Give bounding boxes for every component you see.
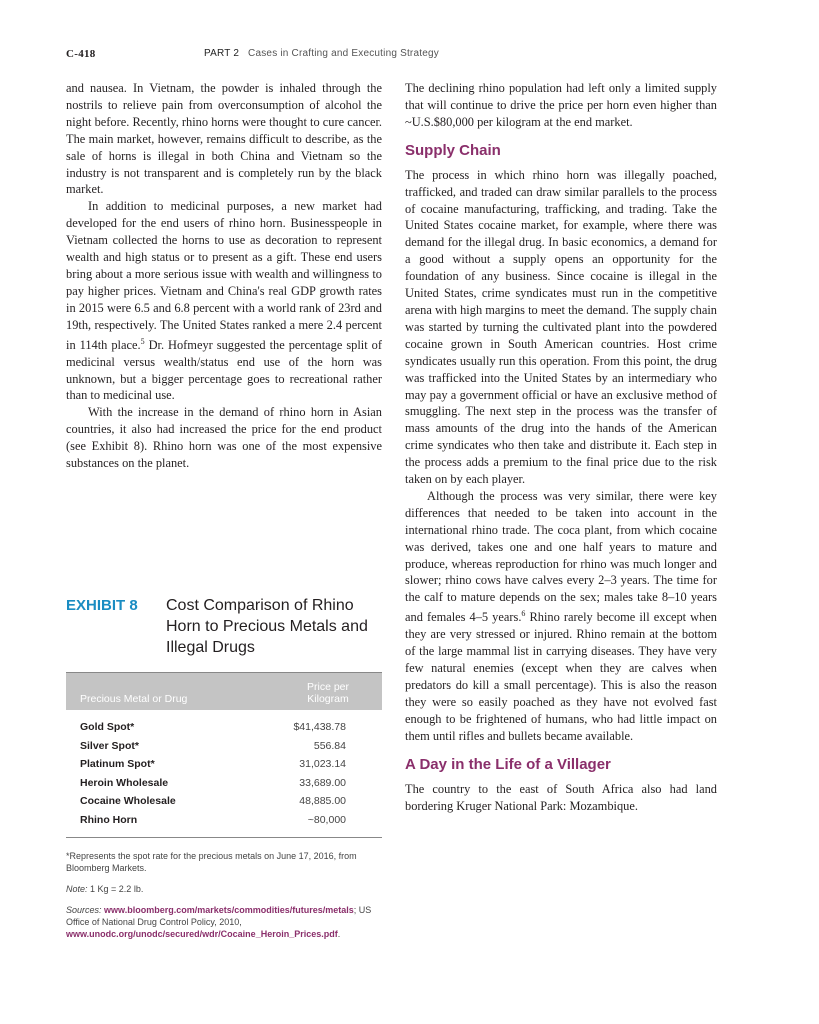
table-row (66, 737, 382, 756)
page-header (66, 48, 756, 64)
paragraph-text: Rhino rarely become ill except when they are very stressed or injured. Rhino remain at the bottom of the large mammal list in carrying diseases. They have very few natural enemies (except when they are calves when predators do kill a small percentage). This is also the reason they were so easily poached as they have not evolved fast enough to be frightened of humans, who had little impact on them until rifles and bullets became available. (405, 610, 717, 743)
row-item: Platinum Spot* (80, 758, 155, 771)
paragraph: and nausea. In Vietnam, the powder is inhaled through the nostrils to relieve pain from overconsumption of alcohol the night before. Recently, rhino horns were thought to cure cancer. The main market, however, remains difficult to describe, as the sale of horns is illegal in both China and Vietnam so the industry is not transparent and is completely run by the black market. (66, 81, 382, 197)
note-text: 1 Kg = 2.2 lb. (90, 884, 144, 894)
part-title: Cases in Crafting and Executing Strategy (248, 48, 439, 59)
price-table (66, 672, 382, 838)
paragraph: The process in which rhino horn was illegally poached, trafficked, and traded can draw similar parallels to the process of cocaine manufacturing, trafficking, and trading. Take the United States cocaine market, for example, where there was demand for the illegal drug. In basic economics, a demand for a good without a supply opens an opportunity for the foundation of any business. Since cocaine is illegal in the United States, crime syndicates must run in the competitive arena with high margins to meet the demand. The supply chain was started by turning the cultivated plant into the powdered cocaine grown in South American countries. Host crime syndicates usually run this operation. From this point, the drug was trafficked into the United States by an intermediary who may pay a government official or have an exclusive method of smuggling. The next step in the process was the transfer of mass amounts of the drug into the hands of the American crime syndicates who then take and distribute it. Each step in the process adds a premium to the final price due to the risk taken on by each player. (405, 167, 717, 487)
row-item: Cocaine Wholesale (80, 795, 176, 808)
footnote-ref: 5 (140, 336, 145, 346)
row-price: 31,023.14 (299, 758, 346, 771)
source-link[interactable]: www.bloomberg.com/markets/commodities/futures/metals (104, 905, 354, 915)
part-label: PART 2 (204, 48, 240, 59)
table-row (66, 755, 382, 774)
row-price: $41,438.78 (293, 721, 346, 734)
paragraph: With the increase in the demand of rhino horn in Asian countries, it also had increased the price for the end product (see Exhibit 8). Rhino horn was one of the most expensive substances on the planet. (66, 405, 382, 471)
paragraph: The country to the east of South Africa also had land bordering Kruger National Park: Mozambique. (405, 781, 717, 813)
exhibit-note (66, 883, 382, 895)
paragraph-text: Dr. Hofmeyr suggested the percentage split of medicinal versus wealth/status end use of the horn was unknown, but a bigger percentage goes to recreational rather than to medicinal use. (66, 337, 382, 403)
note-label: Note: (66, 884, 88, 894)
sources-end: . (337, 929, 341, 939)
exhibit-sources (66, 904, 382, 940)
table-row (66, 718, 382, 737)
sources-text: ; US Office of National Drug Control Policy, 2010, (66, 905, 372, 927)
exhibit-title (66, 595, 382, 658)
table-row (66, 792, 382, 811)
page-number: C-418 (66, 48, 96, 60)
sources-label: Sources: (66, 905, 102, 915)
table-row (66, 774, 382, 793)
row-item: Heroin Wholesale (80, 776, 169, 789)
paragraph-text: In addition to medicinal purposes, a new market had developed for the end users of rhino horn. Businesspeople in Vietnam collected the horns to use as decoration to represent wealth and high status or to present as a gift. These end users bring about a more serious issue with wealth and willingness to pay higher prices. Vietnam and China's real GDP growth rates in 2015 were 6.5 and 6.8 percent with a world rank of 23rd and 19th, respectively. The United States ranked a mere 2.4 percent in 114th place. (66, 199, 382, 352)
exhibit-footnote: *Represents the spot rate for the precious metals on June 17, 2016, from Bloomberg Markets. (66, 851, 357, 873)
section-heading: A Day in the Life of a Villager (405, 755, 611, 773)
exhibit-label: EXHIBIT 8 (66, 597, 138, 614)
row-price: ~80,000 (307, 813, 346, 826)
left-column (66, 80, 382, 472)
table-row (66, 811, 382, 830)
paragraph-text: Although the process was very similar, there were key differences that needed to be taken into account in the international rhino trade. The coca plant, from which cocaine was derived, takes one and one half years to mature and produce, whereas reproduction for rhino was much longer and slower; rhino cows have calves every 2–3 years. The time for the calf to mature depends on the sex; males take 8–10 years and females 4–5 years. (405, 488, 717, 625)
paragraph: The declining rhino population had left only a limited supply that will continue to drive the price per horn even higher than ~U.S.$80,000 per kilogram at the end market. (405, 81, 717, 129)
exhibit-8 (66, 595, 382, 940)
row-item: Rhino Horn (80, 813, 138, 826)
paragraph (66, 198, 382, 404)
table-header (66, 673, 382, 710)
row-price: 48,885.00 (299, 795, 346, 808)
row-price: 33,689.00 (299, 776, 346, 789)
row-price: 556.84 (313, 739, 346, 752)
column-header-price: Price per Kilogram (306, 681, 349, 705)
section-heading: Supply Chain (405, 141, 501, 159)
source-link[interactable]: www.unodc.org/unodc/secured/wdr/Cocaine_Heroin_Prices.pdf (66, 929, 338, 939)
paragraph (405, 488, 717, 745)
row-item: Gold Spot* (80, 721, 135, 734)
running-head (204, 48, 439, 59)
row-item: Silver Spot* (80, 739, 139, 752)
table-body (66, 710, 382, 838)
right-column (405, 80, 717, 814)
footnote-ref: 6 (521, 609, 526, 619)
exhibit-heading: Cost Comparison of Rhino Horn to Precious Metals and Illegal Drugs (166, 597, 368, 656)
column-header-item: Precious Metal or Drug (80, 693, 188, 705)
